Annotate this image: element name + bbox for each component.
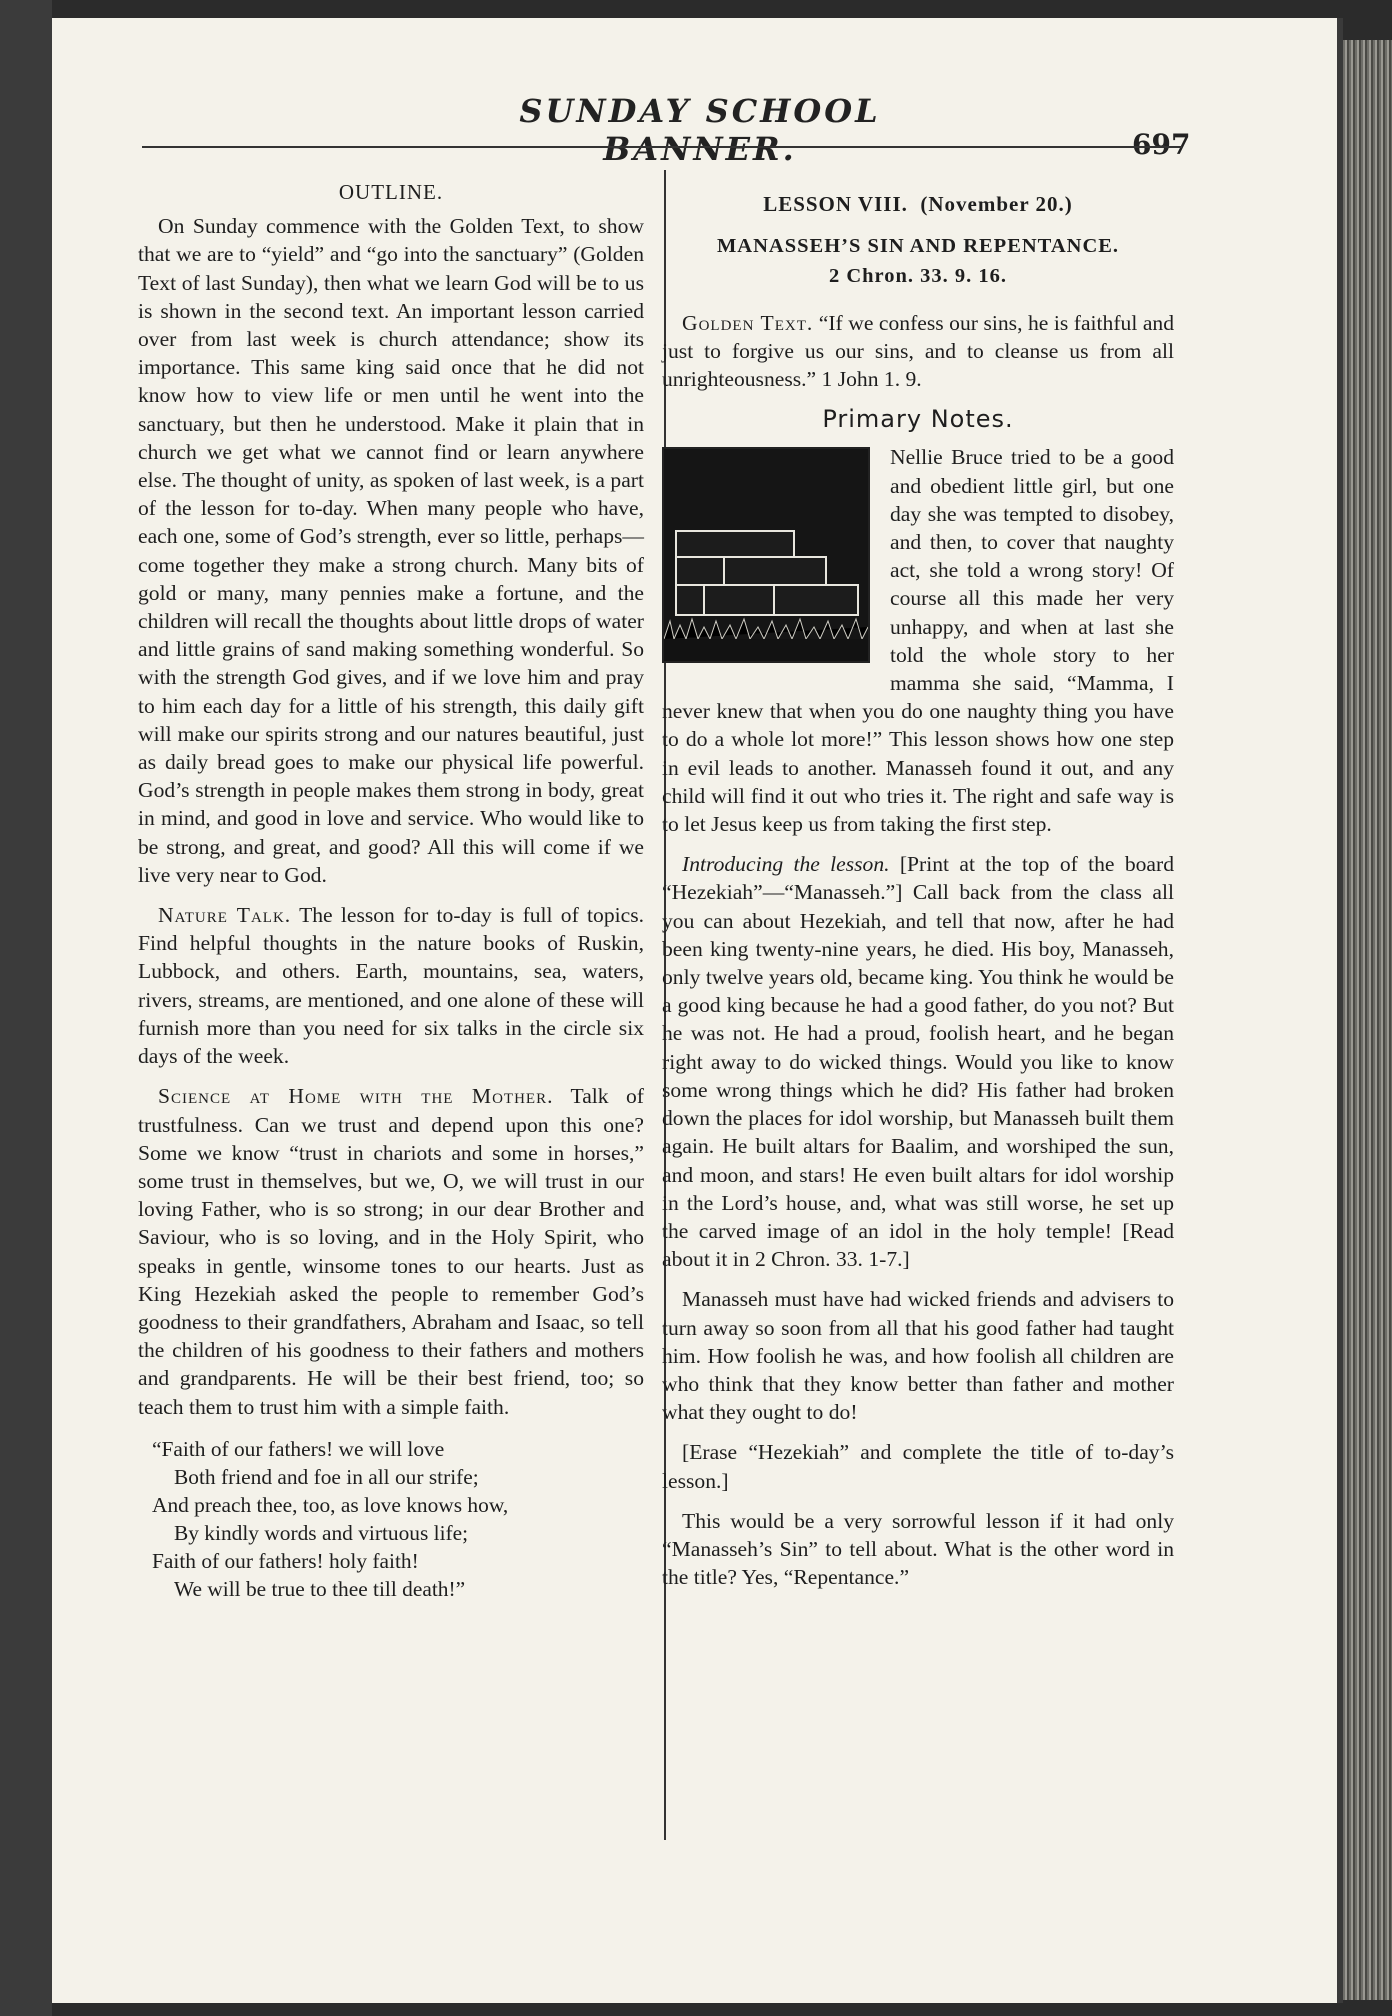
- poem-line: Both friend and foe in all our strife;: [174, 1464, 479, 1489]
- poem-line: And preach thee, too, as love knows how,: [152, 1492, 509, 1517]
- erase-instruction-paragraph: [Erase “Hezekiah” and complete the title of to-day’s lesson.]: [662, 1440, 1174, 1493]
- repentance-paragraph: This would be a very sorrowful lesson if it had only “Manasseh’s Sin” to tell about. What is the other word in the title? Yes, “Repentance.”: [662, 1508, 1174, 1590]
- science-label: Science at Home with the Mother.: [158, 1084, 554, 1109]
- poem-line: By kindly words and virtuous life;: [174, 1520, 469, 1545]
- wicked-friends-paragraph: Manasseh must have had wicked friends and advisers to turn away so soon from all that his good father had taught him. How foolish he was, and how foolish all children are who think that they know better than father and mother what they ought to do!: [662, 1287, 1174, 1425]
- poem-line: Faith of our fathers! holy faith!: [152, 1548, 419, 1573]
- nature-talk-text: The lesson for to-day is full of topics. Find helpful thoughts in the nature books of Ruskin, Lubbock, and others. Earth, mountains, sea, waters, rivers, streams, are mentioned, and one alone of these will furnish more than you need for six talks in the circle six days of the week.: [138, 903, 645, 1069]
- lesson-title: MANASSEH’S SIN AND REPENTANCE.: [716, 235, 1120, 258]
- page-edges: [1337, 40, 1392, 2000]
- running-header-title: SUNDAY SCHOOL BANNER.: [519, 92, 881, 168]
- golden-text-label: Golden Text.: [682, 310, 814, 335]
- poem-line: “Faith of our fathers! we will love: [152, 1436, 445, 1461]
- introducing-text: [Print at the top of the board “Hezekiah”—“Manasseh.”] Call back from the class all you can about Hezekiah, and tell that now, after he had been king twenty-nine years, he died. His boy, Manasseh, only twelve years old, became king. You think he would be a good king because he had a good father, do you not? But he was not. He had a proud, foolish heart, and he began right away to do wicked things. Would you like to know some wrong things which he did? His father had broken down the places for idol worship, but Manasseh built them again. He built altars for Baalim, and worshiped the sun, and moon, and stars! He even built altars for idol worship in the Lord’s house, and, what was still worse, he set up the carved image of an idol in the holy temple! [Read about it in 2 Chron. 33. 1-7.]: [662, 852, 1174, 1272]
- outline-heading: OUTLINE.: [338, 180, 444, 204]
- nature-talk-label: Nature Talk.: [158, 903, 292, 928]
- golden-text-paragraph: [662, 309, 1174, 394]
- page-number: 697: [1132, 128, 1191, 161]
- poem-line: We will be true to thee till death!”: [174, 1576, 466, 1601]
- lesson-date: (November 20.): [920, 192, 1073, 216]
- header-rule: [142, 146, 1182, 148]
- introducing-label: Introducing the lesson.: [682, 852, 890, 877]
- primary-notes-heading: Primary Notes.: [822, 405, 1014, 434]
- lesson-reference: 2 Chron. 33. 9. 16.: [828, 265, 1008, 288]
- outline-paragraph: On Sunday commence with the Golden Text, to show that we are to “yield” and “go into the sanctuary” (Golden Text of last Sunday), then what we learn God will be to us is shown in the second text. An important lesson carried over from last week is church attendance; show its importance. This same king said once that he did not know how to view life or men until he went into the sanctuary, but then he understood. Make it plain that in church we get what we cannot find or learn anywhere else. The thought of unity, as spoken of last week, is a part of the lesson for to-day. When many people who have, each one, some of God’s strength, ever so little, perhaps—come together they make a strong church. Many bits of gold or many, many pennies make a fortune, and the children will recall the thoughts about little drops of water and little grains of sand making something wonderful. So with the strength God gives, and if we love him and pray to him each day for a little of his strength, this daily gift will make our spirits strong and our natures beautiful, just as daily bread goes to make our physical life powerful. God’s strength in people makes them strong in body, great in mind, and good in love and service. Who would like to be strong, and great, and good? All this will come if we live very near to God.: [138, 214, 644, 887]
- left-column: [138, 178, 644, 1603]
- nature-talk-paragraph: [138, 901, 644, 1070]
- right-column: [662, 190, 1174, 1603]
- golden-text: “If we confess our sins, he is faithful and just to forgive us our sins, and to cleanse us from all unrighteousness.” 1 John 1. 9.: [662, 310, 1174, 392]
- steps-illustration: [662, 447, 870, 663]
- book-gutter: [0, 0, 52, 2016]
- lesson-number: LESSON VIII.: [763, 192, 908, 216]
- science-paragraph: [138, 1082, 644, 1420]
- primary-notes-paragraph: Nellie Bruce tried to be a good and obedient little girl, but one day she was tempted to disobey, and then, to cover that naughty act, she told a wrong story! Of course all this made her very unhappy, and when at last she told the whole story to her mamma she said, “Mamma, I never knew that when you do one naughty thing you have to do a whole lot more!” This lesson shows how one step in evil leads to another. Manasseh found it out, and any child will find it out who tries it. The right and safe way is to let Jesus keep us from taking the first step.: [662, 445, 1174, 837]
- introducing-paragraph: [662, 850, 1174, 1273]
- lesson-header: [662, 190, 1174, 218]
- science-text: Talk of trustfulness. Can we trust and depend upon this one? Some we know “trust in chariots and some in horses,” some trust in themselves, but we, O, we will trust in our loving Father, who is so strong; in our dear Brother and Saviour, who is so loving, and in the Holy Spirit, who speaks in gentle, winsome tones to our hearts. Just as King Hezekiah asked the people to remember God’s goodness to their grandfathers, Abraham and Isaac, so tell the children of his goodness to their fathers and mothers and grandparents. He will be their best friend, too; so teach them to trust him with a simple faith.: [138, 1084, 644, 1419]
- hymn-stanza: [152, 1435, 644, 1603]
